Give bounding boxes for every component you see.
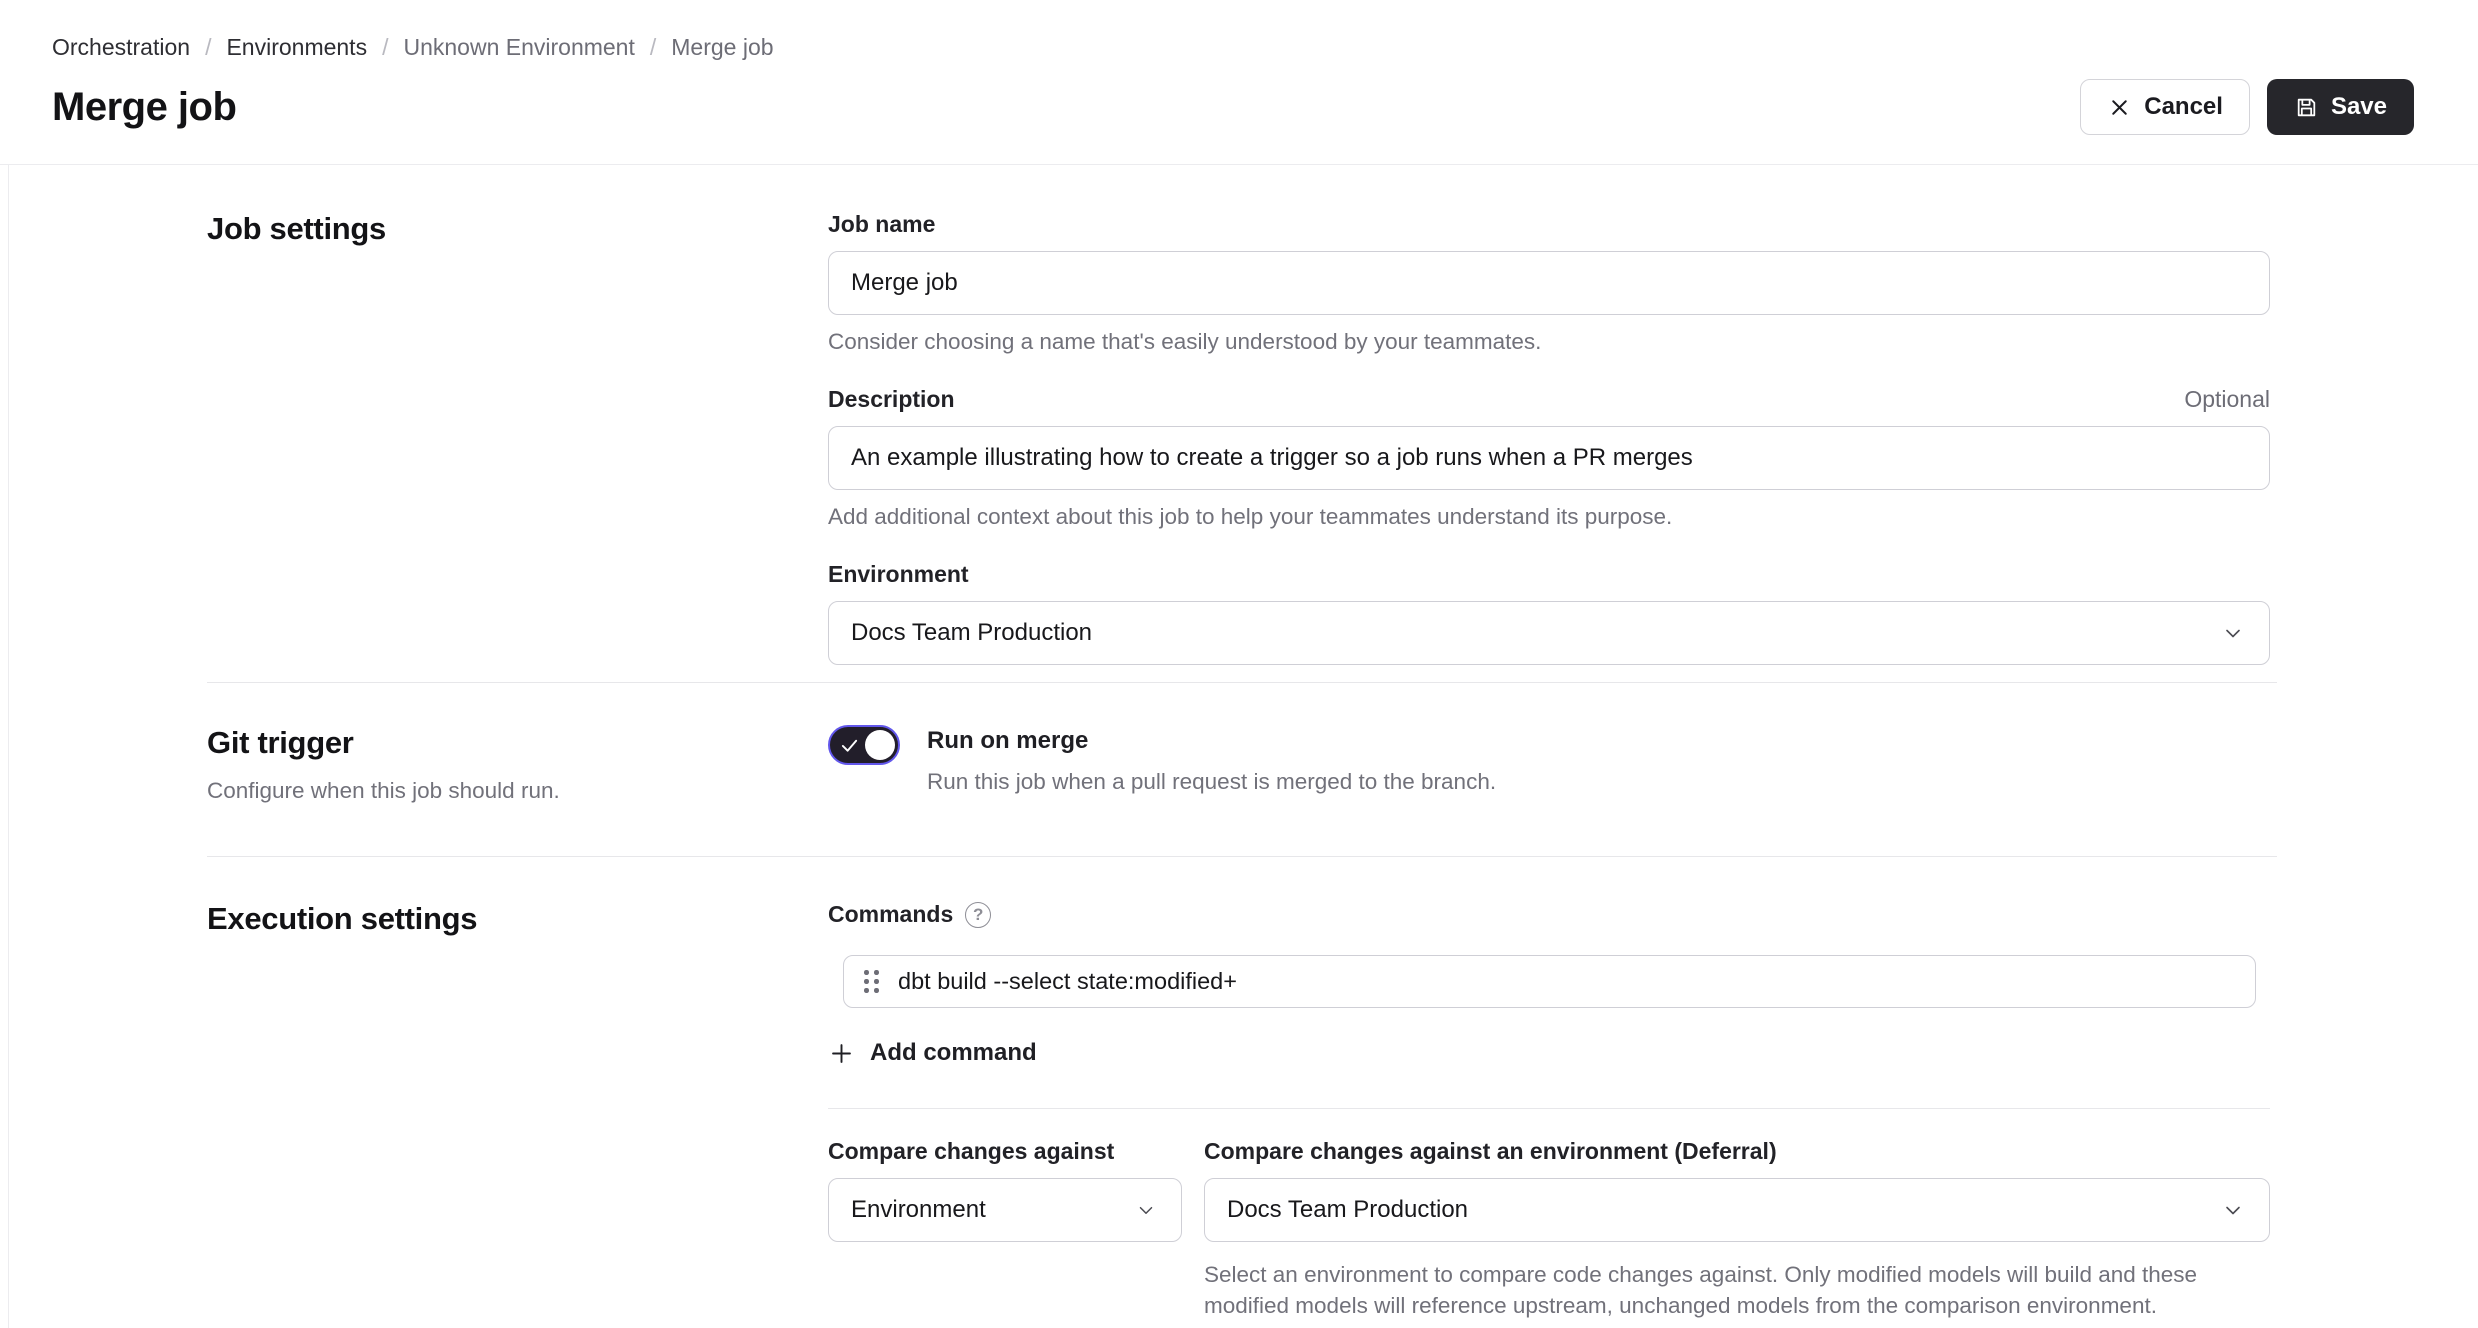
compare-against-select[interactable] [828,1178,1182,1242]
execution-settings-heading: Execution settings [207,901,478,936]
description-label: Description [828,386,955,412]
chevron-down-icon [2221,621,2245,645]
command-input[interactable] [898,968,2245,995]
page-header [0,0,2478,165]
header-actions [2080,79,2414,135]
close-icon [2107,95,2132,120]
breadcrumb-environments[interactable]: Environments [226,34,368,60]
execution-settings-section [207,857,2277,1321]
commands-divider [828,1108,2270,1109]
run-on-merge-toggle[interactable] [828,725,900,765]
deferral-field-group [1204,1138,2270,1321]
cancel-button-label: Cancel [2144,93,2223,120]
breadcrumb-separator: / [205,34,212,60]
description-helper: Add additional context about this job to help your teammates understand its purpose. [828,504,1673,529]
job-name-field-group [828,211,2270,355]
environment-label: Environment [828,561,969,587]
add-command-label: Add command [870,1039,1037,1066]
breadcrumb [52,34,2414,61]
compare-against-select-value: Environment [851,1196,986,1223]
git-trigger-section [207,683,2277,856]
save-button[interactable] [2267,79,2414,135]
deferral-environment-select[interactable] [1204,1178,2270,1242]
run-on-merge-description: Run this job when a pull request is merged to the branch. [927,769,1497,794]
description-field-group [828,386,2270,530]
environment-select-value: Docs Team Production [851,619,1093,646]
drag-handle-icon[interactable] [864,970,879,993]
environment-select[interactable] [828,601,2270,665]
optional-badge: Optional [2184,386,2270,412]
job-settings-heading: Job settings [207,211,386,246]
chevron-down-icon [1135,1199,1157,1221]
environment-field-group [828,561,2270,665]
commands-label: Commands [828,901,954,927]
page-title: Merge job [52,84,237,129]
add-command-button[interactable] [828,1039,1037,1067]
breadcrumb-orchestration[interactable]: Orchestration [52,34,191,60]
cancel-button[interactable] [2080,79,2250,135]
help-icon[interactable]: ? [965,902,991,928]
description-input[interactable] [828,426,2270,490]
job-name-input[interactable] [828,251,2270,315]
command-row [843,955,2256,1008]
main-content [8,165,2478,1328]
job-settings-section [207,165,2277,682]
run-on-merge-label: Run on merge [927,727,1089,754]
breadcrumb-separator: / [649,34,657,60]
job-name-label: Job name [828,211,936,237]
compare-against-label: Compare changes against [828,1138,1115,1164]
job-name-helper: Consider choosing a name that's easily understood by your teammates. [828,329,1542,354]
deferral-label: Compare changes against an environment (Deferral) [1204,1138,1777,1164]
compare-against-field-group [828,1138,1182,1321]
save-floppy-icon [2294,95,2319,120]
breadcrumb-current-page: Merge job [671,34,774,60]
breadcrumb-unknown-environment[interactable]: Unknown Environment [403,34,635,60]
plus-icon [828,1040,855,1067]
chevron-down-icon [2221,1198,2245,1222]
save-button-label: Save [2330,93,2387,120]
breadcrumb-separator: / [382,34,389,60]
deferral-select-value: Docs Team Production [1227,1196,1469,1223]
check-icon [839,736,860,760]
deferral-helper: Select an environment to compare code changes against. Only modified models will build and these modified models will reference upstream, unchanged models from the comparison environment. [1204,1262,2198,1318]
git-trigger-heading: Git trigger [207,725,354,760]
git-trigger-subheading: Configure when this job should run. [207,778,560,803]
toggle-knob [865,730,895,760]
